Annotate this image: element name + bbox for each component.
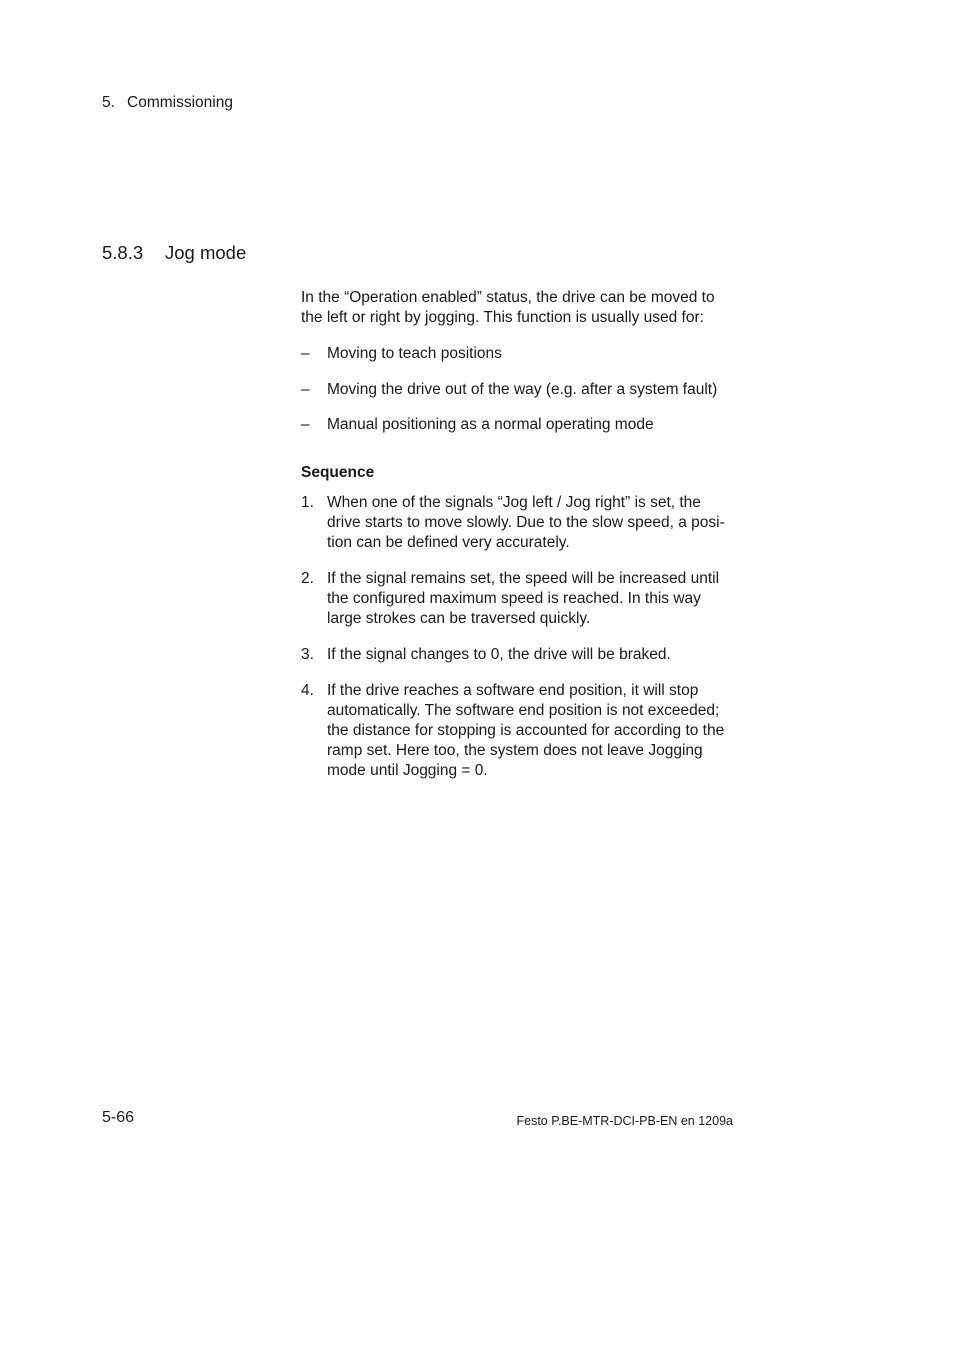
uses-list [301, 344, 741, 435]
page-number: 5-66 [102, 1109, 135, 1126]
dash-marker: – [301, 380, 310, 398]
sequence-step [301, 569, 741, 629]
section-heading [102, 242, 246, 264]
sequence-step [301, 645, 741, 665]
step-text: If the drive reaches a software end position, it will stop automatically. The software end position is not exceeded; the distance for stopping is accounted for according to the ramp set. Here too, the system does not leave Jogging mode until Jogging = 0. [327, 682, 725, 779]
sequence-step [301, 681, 741, 781]
list-item [301, 380, 741, 400]
step-number: 4. [301, 682, 314, 699]
body-column [301, 288, 741, 797]
intro-paragraph: In the “Operation enabled” status, the drive can be moved to the left or right by jogging. This function is usually used for: [301, 289, 715, 326]
dash-marker: – [301, 345, 310, 362]
running-header [102, 94, 233, 112]
dash-marker: – [301, 416, 310, 433]
list-item-text: Moving the drive out of the way (e.g. after a system fault) [327, 380, 718, 398]
chapter-title: Commissioning [127, 94, 233, 111]
sequence-list [301, 493, 741, 781]
sequence-heading: Sequence [301, 464, 375, 481]
list-item-text: Moving to teach positions [327, 345, 502, 362]
document-id: Festo P.BE-MTR-DCI-PB-EN en 1209a [516, 1114, 733, 1128]
chapter-number: 5. [102, 94, 115, 111]
list-item-text: Manual positioning as a normal operating mode [327, 416, 654, 433]
step-number: 1. [301, 494, 314, 511]
list-item [301, 415, 741, 435]
sequence-step [301, 493, 741, 553]
section-number: 5.8.3 [102, 242, 144, 263]
step-text: If the signal changes to 0, the drive will be braked. [327, 646, 671, 663]
step-text: When one of the signals “Jog left / Jog right” is set, the drive starts to move slowly. Due to the slow speed, a position can be defined very accurately. [327, 494, 725, 551]
section-title: Jog mode [165, 242, 247, 263]
step-number: 2. [301, 570, 314, 587]
step-number: 3. [301, 646, 314, 663]
list-item [301, 344, 741, 364]
step-text: If the signal remains set, the speed will be increased until the configured maximum speed is reached. In this way large strokes can be traversed quickly. [327, 570, 720, 627]
